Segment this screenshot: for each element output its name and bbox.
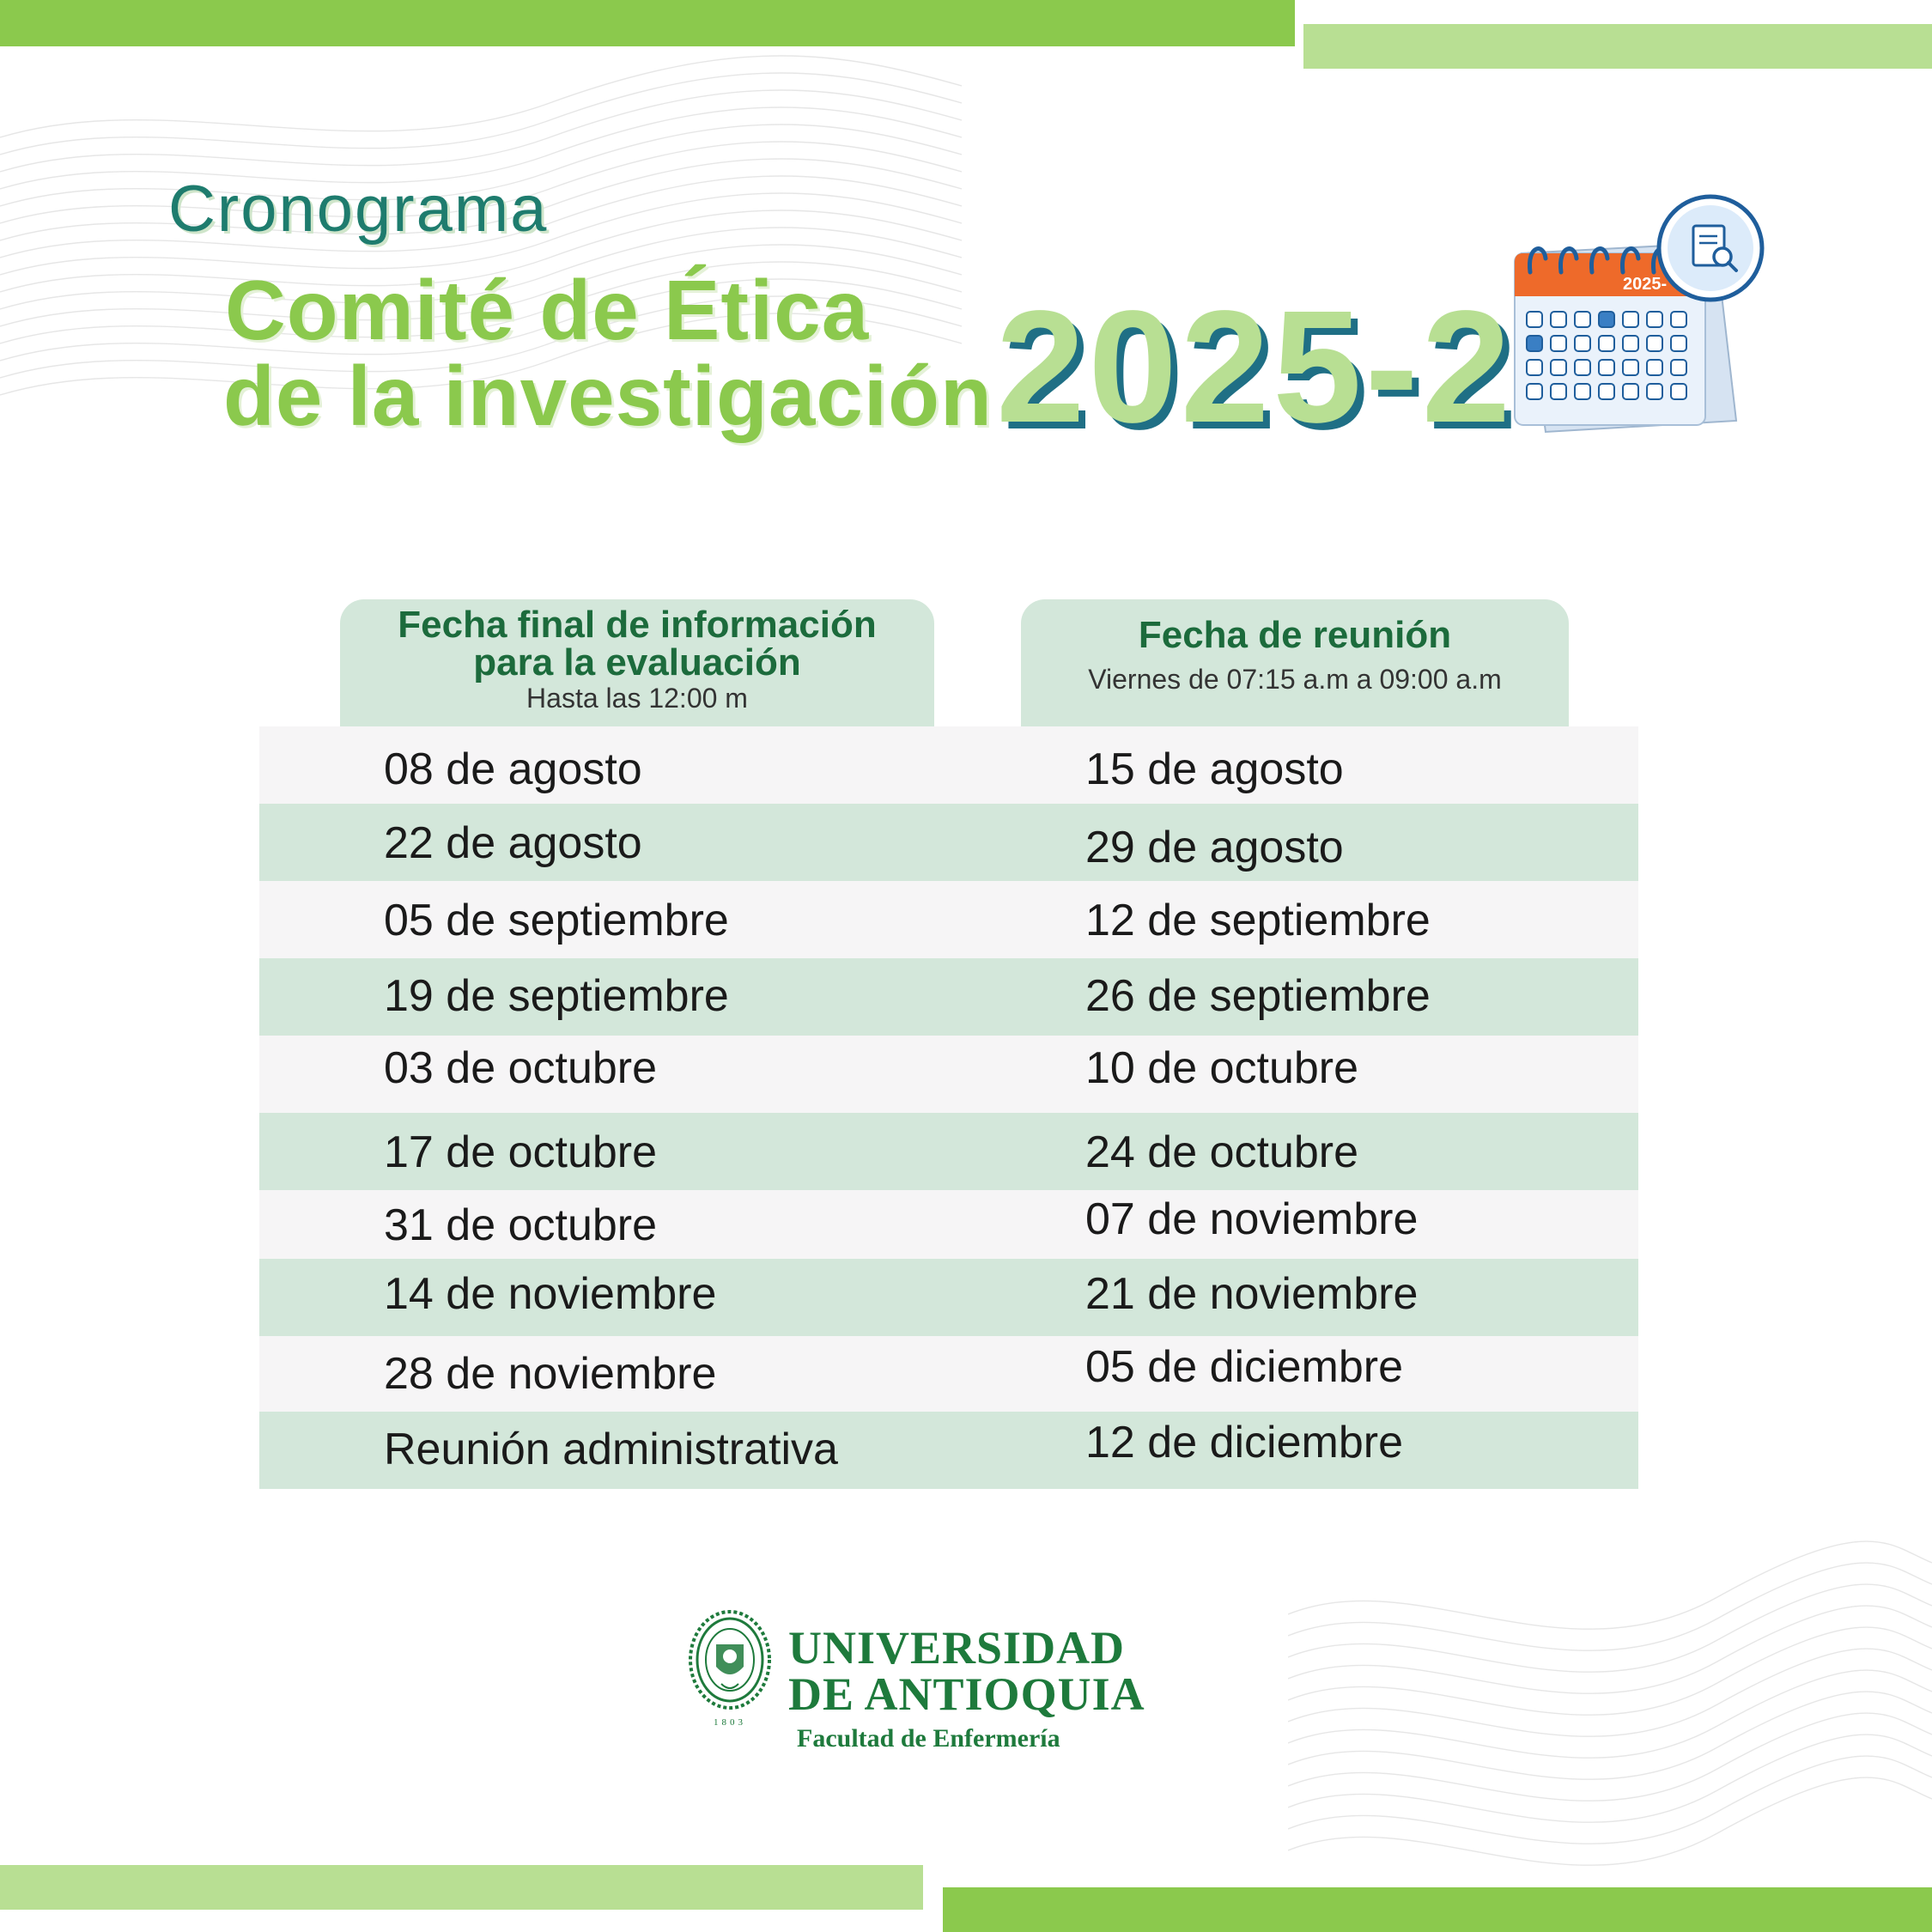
university-logo — [687, 1607, 1168, 1762]
calendar-search-icon — [1511, 193, 1777, 442]
bottom-accent-bar-light — [0, 1865, 923, 1910]
deadline-header-line-1: Fecha final de información — [398, 604, 877, 646]
deadline-cell: 17 de octubre — [384, 1127, 658, 1177]
table-row — [259, 1412, 1638, 1489]
meeting-cell: 26 de septiembre — [1085, 971, 1431, 1021]
table-row — [259, 1336, 1638, 1412]
meeting-cell: 12 de septiembre — [1085, 896, 1431, 945]
table-row — [259, 804, 1638, 881]
meeting-cell: 07 de noviembre — [1085, 1194, 1419, 1244]
table-row — [259, 1113, 1638, 1190]
decorative-waves-bottom-right — [1288, 1511, 1932, 1915]
column-header-deadline — [340, 599, 934, 726]
table-row — [259, 1190, 1638, 1259]
deadline-cell: 19 de septiembre — [384, 971, 729, 1021]
meeting-header-subtitle: Viernes de 07:15 a.m a 09:00 a.m — [1088, 664, 1502, 695]
deadline-cell: 28 de noviembre — [384, 1349, 717, 1399]
table-row — [259, 958, 1638, 1036]
meeting-cell: 12 de diciembre — [1085, 1418, 1403, 1467]
university-seal-icon — [687, 1610, 773, 1730]
table-row — [259, 726, 1638, 804]
page-title-line-2: de la investigación — [223, 349, 993, 443]
table-row — [259, 1259, 1638, 1336]
meeting-cell: 10 de octubre — [1085, 1043, 1359, 1093]
deadline-cell: 31 de octubre — [384, 1200, 658, 1250]
top-accent-bar-light — [1303, 24, 1932, 69]
meeting-header-title: Fecha de reunión — [1138, 614, 1452, 656]
deadline-cell: 08 de agosto — [384, 744, 642, 794]
faculty-name: Facultad de Enfermería — [797, 1724, 1060, 1753]
schedule-rows — [259, 726, 1638, 1489]
meeting-cell: 05 de diciembre — [1085, 1342, 1403, 1392]
meeting-cell: 21 de noviembre — [1085, 1269, 1419, 1319]
meeting-cell: 15 de agosto — [1085, 744, 1344, 794]
meeting-cell: 29 de agosto — [1085, 823, 1344, 872]
table-row — [259, 881, 1638, 958]
university-name-line-1: UNIVERSIDAD — [788, 1622, 1126, 1674]
university-name-line-2: DE ANTIOQUIA — [788, 1668, 1145, 1720]
table-row — [259, 1036, 1638, 1113]
deadline-cell: 22 de agosto — [384, 818, 642, 868]
deadline-cell: 03 de octubre — [384, 1043, 658, 1093]
deadline-cell: Reunión administrativa — [384, 1425, 838, 1474]
calendar-year-label: 2025- — [1623, 275, 1668, 294]
page-subtitle: Cronograma — [168, 173, 549, 246]
deadline-cell: 14 de noviembre — [384, 1269, 717, 1319]
deadline-header-line-2: para la evaluación — [473, 641, 801, 683]
column-header-meeting — [1021, 599, 1569, 726]
deadline-cell: 05 de septiembre — [384, 896, 729, 945]
bottom-accent-bar — [943, 1887, 1932, 1932]
seal-year: 1803 — [714, 1717, 746, 1728]
deadline-header-subtitle: Hasta las 12:00 m — [526, 683, 748, 714]
meeting-cell: 24 de octubre — [1085, 1127, 1359, 1177]
period-year: 2025-2 — [996, 278, 1515, 456]
page-title-line-1: Comité de Ética — [225, 263, 870, 357]
